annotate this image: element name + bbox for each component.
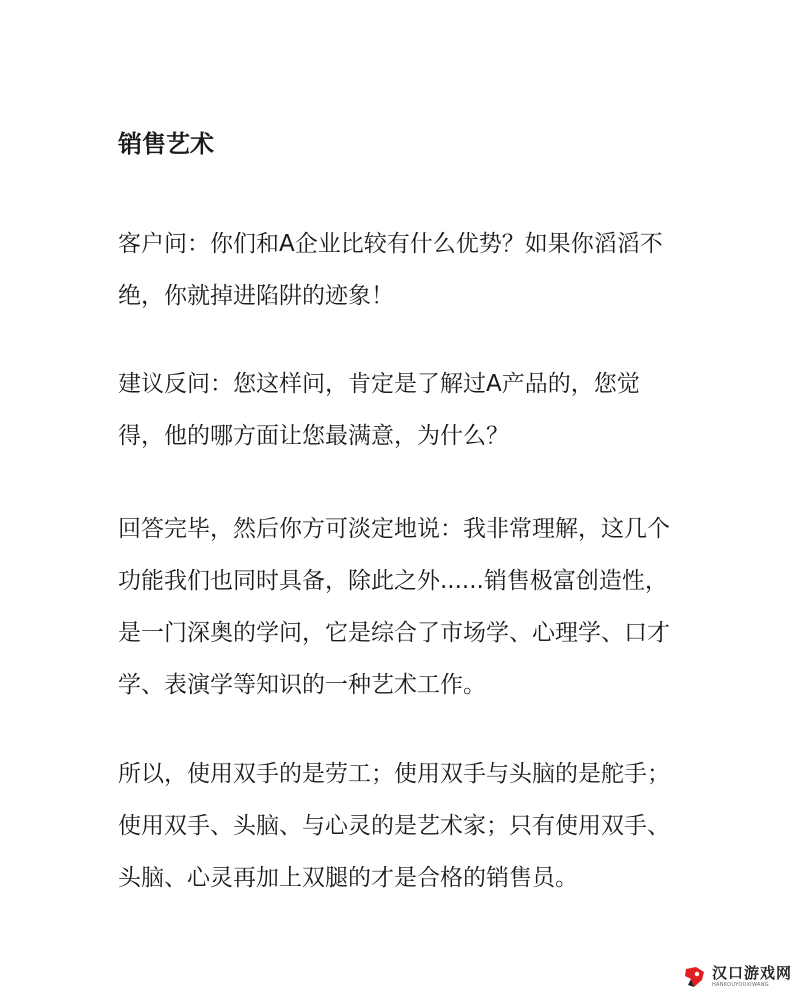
text-line: 客户问：你们和A企业比较有什么优势？如果你滔滔不 [118,231,663,257]
site-watermark [682,964,792,990]
watermark-subtitle: HANKOUYOUXIWANG [711,982,769,988]
watermark-name: 汉口游戏网 [711,964,792,982]
text-line: 绝，你就掉进陷阱的迹象！ [118,283,394,309]
text-line: 建议反问：您这样问，肯定是了解过A产品的，您觉 [118,371,640,397]
text-line: 得，他的哪方面让您最满意，为什么？ [118,423,509,449]
text-line: 回答完毕，然后你方可淡定地说：我非常理解，这几个 [118,516,670,542]
text-line: 功能我们也同时具备，除此之外......销售极富创造性， [118,568,668,594]
text-line: 头脑、心灵再加上双腿的才是合格的销售员。 [118,865,578,891]
text-line: 学、表演学等知识的一种艺术工作。 [118,672,486,698]
hankou-logo-icon [682,964,708,990]
article-title: 销售艺术 [118,130,214,158]
paragraph-answer [118,503,688,711]
text-line: 使用双手、头脑、与心灵的是艺术家；只有使用双手、 [118,813,670,839]
text-line: 所以，使用双手的是劳工；使用双手与头脑的是舵手； [118,761,670,787]
paragraph-conclusion [118,748,688,904]
paragraph-customer-question [118,218,688,322]
text-line: 是一门深奥的学问，它是综合了市场学、心理学、口才 [118,620,670,646]
paragraph-suggested-reply [118,358,688,462]
